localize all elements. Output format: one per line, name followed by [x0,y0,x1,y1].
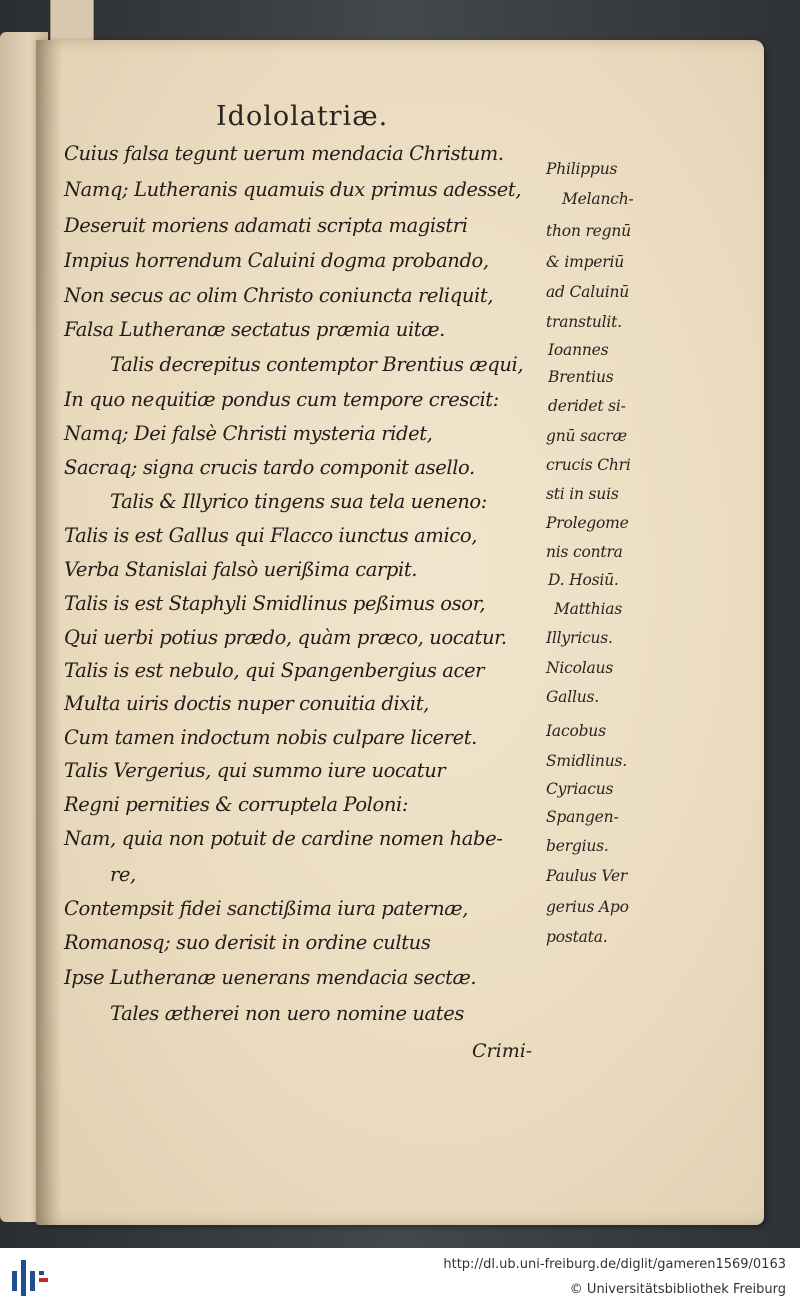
verse-line: Nam, quia non potuit de cardine nomen habe- [64,827,503,850]
margin-note: Philippus [546,160,618,178]
verse-line: Tales ætherei non uero nomine uates [110,1002,464,1025]
margin-note: Cyriacus [546,780,614,798]
margin-note: D. Hosiū. [548,571,619,589]
margin-note: ad Caluinū [546,283,630,301]
verse-line: Romanosq; suo derisit in ordine cultus [64,931,431,954]
margin-note: sti in suis [546,485,619,503]
margin-note: crucis Chri [546,456,631,474]
running-head: Idololatriæ. [216,101,389,132]
verse-line: Qui uerbi potius prædo, quàm præco, uocatur. [64,626,507,649]
margin-note: Brentius [548,368,614,386]
verse-line: Talis decrepitus contemptor Brentius æqui, [110,353,524,376]
verse-line: Contempsit fidei sanctißima iura paternæ, [64,897,468,920]
verse-line: Talis is est Staphyli Smidlinus peßimus osor, [64,592,486,615]
viewer-footer [0,1248,800,1305]
verse-line: Regni pernities & corruptela Poloni: [64,793,409,816]
verse-line: Multa uiris doctis nuper conuitia dixit, [64,692,429,715]
margin-note: Spangen- [546,808,619,826]
margin-note: Paulus Ver [546,867,628,885]
margin-note: Matthias [554,600,623,618]
verse-line: Sacraq; signa crucis tardo componit asello. [64,456,475,479]
margin-note: Prolegome [546,514,629,532]
verse-line: Non secus ac olim Christo coniuncta reliquit, [64,284,494,307]
margin-note: Smidlinus. [546,752,627,770]
margin-note: Iacobus [546,722,606,740]
permalink-url[interactable]: http://dl.ub.uni-freiburg.de/diglit/gameren1569/0163 [443,1257,786,1272]
verse-line: In quo nequitiæ pondus cum tempore crescit: [64,388,499,411]
copyright-notice: © Universitätsbibliothek Freiburg [569,1282,786,1297]
verse-line: Talis is est nebulo, qui Spangenbergius acer [64,659,485,682]
verse-line: Falsa Lutheranæ sectatus præmia uitæ. [64,318,445,341]
margin-note: Illyricus. [546,629,613,647]
margin-note: Ioannes [548,341,609,359]
verse-line: Namq; Lutheranis quamuis dux primus adesset, [64,178,522,201]
catchword: Crimi- [472,1040,533,1062]
verse-line: Talis Vergerius, qui summo iure uocatur [64,759,446,782]
verse-line: Verba Stanislai falsò uerißima carpit. [64,558,418,581]
verse-line: Ipse Lutheranæ uenerans mendacia sectæ. [64,966,477,989]
margin-note: Nicolaus [546,659,614,677]
verse-line: Cum tamen indoctum nobis culpare liceret. [64,726,477,749]
margin-note: transtulit. [546,313,622,331]
verse-line: Impius horrendum Caluini dogma probando, [64,249,489,272]
margin-note: postata. [546,928,608,946]
margin-note: thon regnū [546,222,631,240]
margin-note: bergius. [546,837,609,855]
margin-note: gerius Apo [546,898,629,916]
margin-note: deridet si- [548,397,626,415]
margin-note: & imperiū [546,253,625,271]
gutter-shadow [36,40,62,1225]
verse-line: Cuius falsa tegunt uerum mendacia Christum. [64,142,504,165]
verse-line: Talis & Illyrico tingens sua tela ueneno: [110,490,487,513]
margin-note: Gallus. [546,688,600,706]
verse-line: Talis is est Gallus qui Flacco iunctus amico, [64,524,477,547]
margin-note: Melanch- [562,190,634,208]
book-tab-marker [50,0,94,43]
margin-note: gnū sacræ [546,427,627,445]
verse-line: Namq; Dei falsè Christi mysteria ridet, [64,422,433,445]
university-library-logo-icon [8,1256,52,1298]
verse-line: Deseruit moriens adamati scripta magistri [64,214,468,237]
verse-line: re, [110,863,136,886]
margin-note: nis contra [546,543,623,561]
